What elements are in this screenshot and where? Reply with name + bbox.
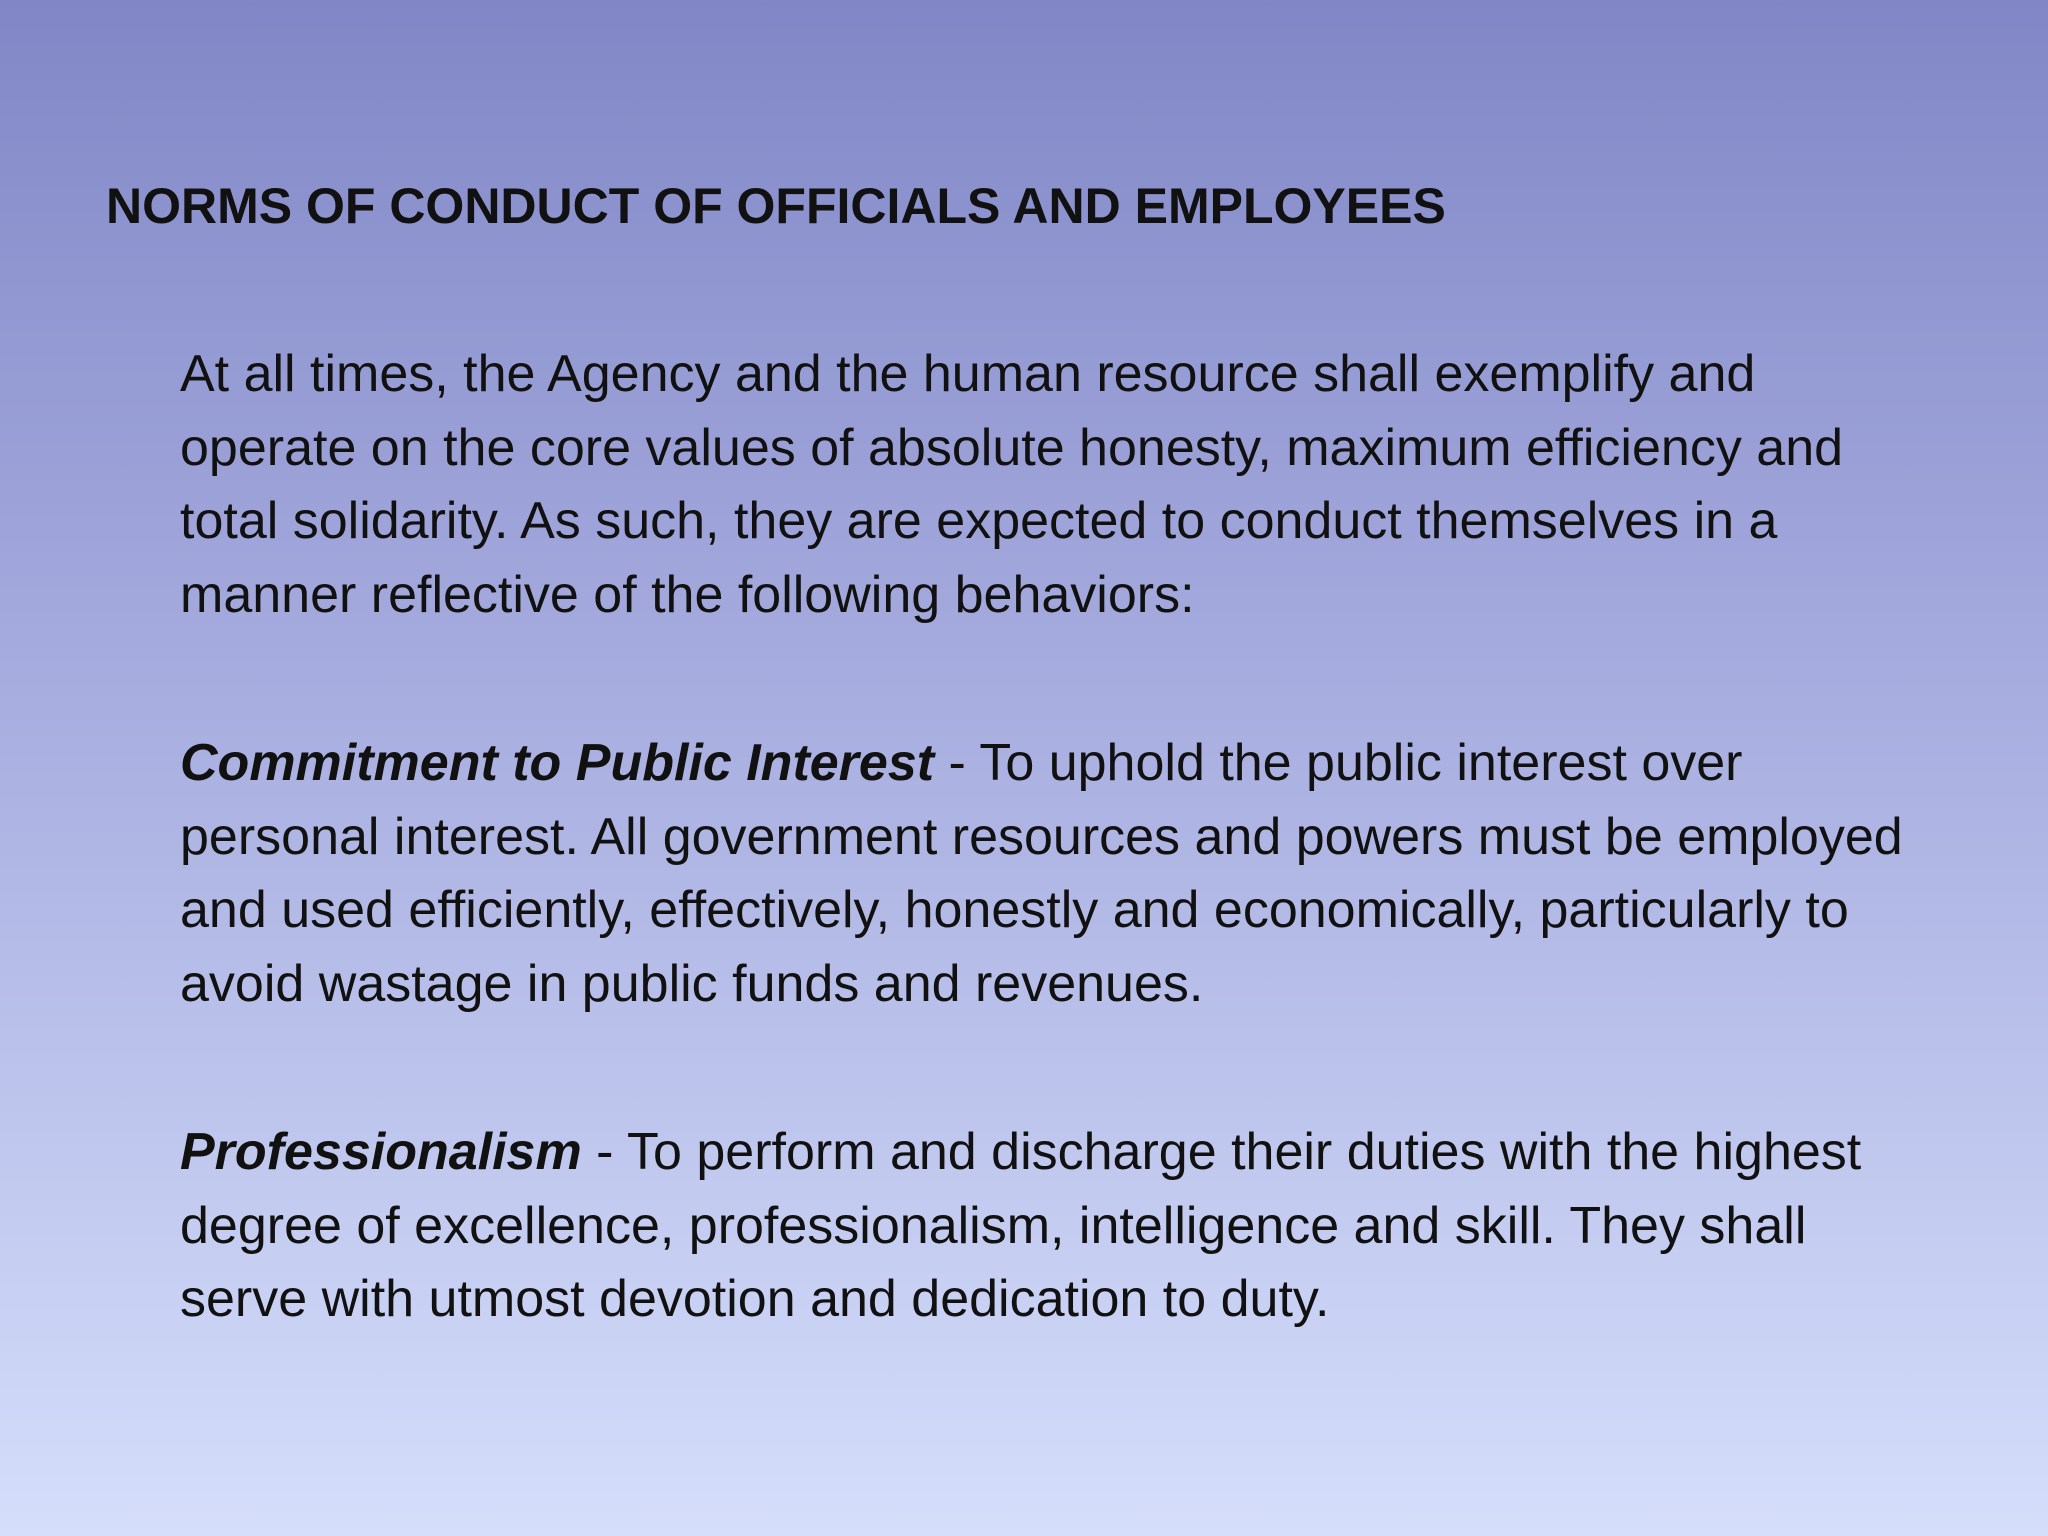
- slide-title: NORMS OF CONDUCT OF OFFICIALS AND EMPLOYEES: [106, 178, 1446, 234]
- intro-paragraph: At all times, the Agency and the human resource shall exemplify and operate on the core values of absolute honesty, maximum efficiency and total solidarity. As such, they are expected to conduct themselves in a manner reflective of the following behaviors:: [180, 345, 1844, 624]
- norm-description: - To perform and discharge their duties with the highest degree of excellence, professionalism, intelligence and skill. They shall serve with utmost devotion and dedication to duty.: [180, 1123, 1862, 1328]
- norm-description: - To uphold the public interest over personal interest. All government resources and powers must be employed and used efficiently, effectively, honestly and economically, particularly to avoid wastage in public funds and revenues.: [180, 734, 1903, 1013]
- norm-item-commitment: [180, 727, 1920, 1021]
- norm-term: Professionalism: [180, 1123, 582, 1181]
- norm-term: Commitment to Public Interest: [180, 734, 935, 792]
- norm-item-professionalism: [180, 1116, 1920, 1337]
- slide-body: [180, 338, 1920, 1337]
